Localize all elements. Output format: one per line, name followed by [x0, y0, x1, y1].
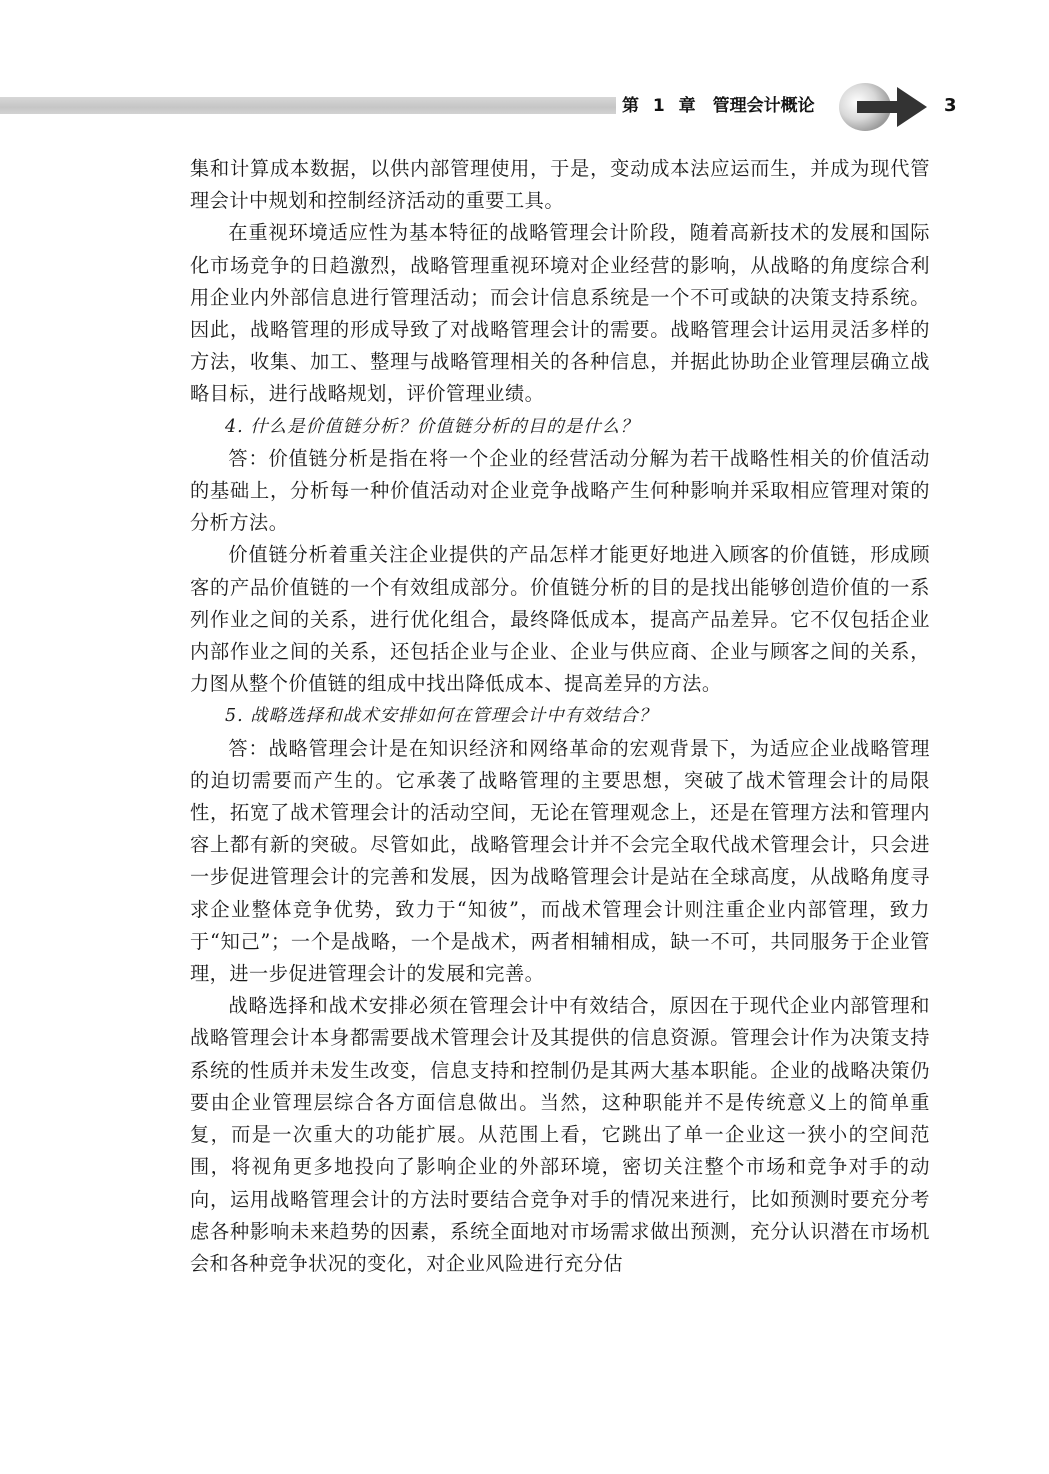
- paragraph: 答：价值链分析是指在将一个企业的经营活动分解为若干战略性相关的价值活动的基础上，分析每一种价值活动对企业竞争战略产生何种影响并采取相应管理对策的分析方法。: [190, 446, 930, 535]
- paragraph: 集和计算成本数据，以供内部管理使用，于是，变动成本法应运而生，并成为现代管理会计中规划和控制经济活动的重要工具。: [190, 157, 930, 213]
- chapter-title: 第 1 章 管理会计概论: [622, 96, 815, 116]
- paragraph: 答：战略管理会计是在知识经济和网络革命的宏观背景下，为适应企业战略管理的迫切需要而产生的。它承袭了战略管理的主要思想，突破了战术管理会计的局限性，拓宽了战术管理会计的活动空间，无论在管理观念上，还是在管理方法和管理内容上都有新的突破。尽管如此，战略管理会计并不会完全取代战术管理会计，只会进一步促进管理会计的完善和发展，因为战略管理会计是站在全球高度，从战略角度寻求企业整体竞争优势，致力于“知彼”，而战术管理会计则注重企业内部管理，致力于“知己”；一个是战略，一个是战术，两者相辅相成，缺一不可，共同服务于企业管理，进一步促进管理会计的发展和完善。: [190, 736, 930, 986]
- running-header: [0, 78, 1049, 136]
- page-body: [190, 153, 930, 1280]
- header-gray-bar: [0, 97, 616, 114]
- arrow-icon: [835, 81, 935, 133]
- question-heading: 5. 战略选择和战术安排如何在管理会计中有效结合？: [225, 706, 658, 727]
- page-number: 3: [944, 95, 957, 116]
- paragraph: 在重视环境适应性为基本特征的战略管理会计阶段，随着高新技术的发展和国际化市场竞争的日趋激烈，战略管理重视环境对企业经营的影响，从战略的角度综合利用企业内外部信息进行管理活动；而会计信息系统是一个不可或缺的决策支持系统。因此，战略管理的形成导致了对战略管理会计的需要。战略管理会计运用灵活多样的方法，收集、加工、整理与战略管理相关的各种信息，并据此协助企业管理层确立战略目标，进行战略规划，评价管理业绩。: [190, 221, 930, 406]
- question-heading: 4. 什么是价值链分析？价值链分析的目的是什么？: [225, 416, 639, 437]
- paragraph: 战略选择和战术安排必须在管理会计中有效结合，原因在于现代企业内部管理和战略管理会计本身都需要战术管理会计及其提供的信息资源。管理会计作为决策支持系统的性质并未发生改变，信息支持和控制仍是其两大基本职能。企业的战略决策仍要由企业管理层综合各方面信息做出。当然，这种职能并不是传统意义上的简单重复，而是一次重大的功能扩展。从范围上看，它跳出了单一企业这一狭小的空间范围，将视角更多地投向了影响企业的外部环境，密切关注整个市场和竞争对手的动向，运用战略管理会计的方法时要结合竞争对手的情况来进行，比如预测时要充分考虑各种影响未来趋势的因素，系统全面地对市场需求做出预测，充分认识潜在市场机会和各种竞争状况的变化，对企业风险进行充分估: [190, 994, 930, 1275]
- paragraph: 价值链分析着重关注企业提供的产品怎样才能更好地进入顾客的价值链，形成顾客的产品价值链的一个有效组成部分。价值链分析的目的是找出能够创造价值的一系列作业之间的关系，进行优化组合，最终降低成本，提高产品差异。它不仅包括企业内部作业之间的关系，还包括企业与企业、企业与供应商、企业与顾客之间的关系，力图从整个价值链的组成中找出降低成本、提高差异的方法。: [190, 543, 930, 696]
